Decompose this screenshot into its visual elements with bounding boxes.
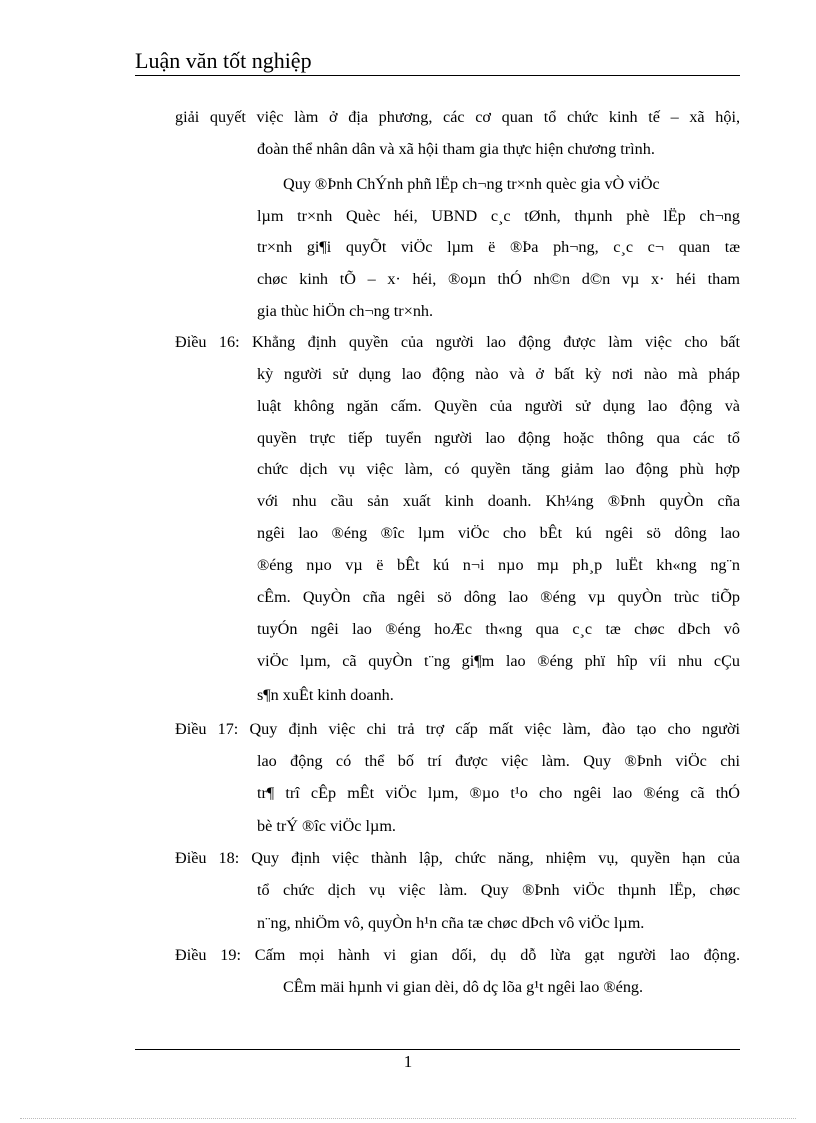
text-line: luật không ngăn cấm. Quyền của người sử dụng lao động và (257, 397, 740, 415)
page-bottom-dotted-border (20, 1118, 796, 1119)
text-line: tuyÓn ngêi lao ®éng hoÆc th«ng qua c¸c tæ chøc dÞch vô (257, 620, 740, 638)
text-line: bè trÝ ®îc viÖc lµm. (257, 817, 396, 835)
page-number: 1 (403, 1052, 413, 1071)
text-line: s¶n xuÊt kinh doanh. (257, 686, 394, 704)
article-18-heading-line: Điều 18: Quy định việc thành lập, chức năng, nhiệm vụ, quyền hạn của (175, 849, 740, 867)
header-rule (135, 75, 740, 76)
text-line: Quy ®Þnh ChÝnh phñ lËp ch¬ng tr×nh quèc gia vÒ viÖc (283, 175, 660, 193)
article-16-heading-line: Điều 16: Khẳng định quyền của người lao động được làm việc cho bất (175, 333, 740, 351)
text-line: viÖc lµm, cã quyÒn t¨ng gi¶m lao ®éng phï hîp víi nhu cÇu (257, 652, 740, 670)
text-line: lao động có thể bố trí được việc làm. Quy ®Þnh viÖc chi (257, 752, 740, 770)
text-line: giải quyết việc làm ở địa phương, các cơ quan tổ chức kinh tế – xã hội, (175, 108, 740, 126)
text-line: kỳ người sử dụng lao động nào và ở bất kỳ nơi nào mà pháp (257, 365, 740, 383)
text-line: ngêi lao ®éng ®îc lµm viÖc cho bÊt kú ngêi sö dông lao (257, 524, 740, 542)
text-line: quyền trực tiếp tuyển người lao động hoặc thông qua các tổ (257, 429, 740, 447)
text-line: tr×nh gi¶i quyÕt viÖc lµm ë ®Þa ph¬ng, c¸c c¬ quan tæ (257, 238, 740, 256)
text-line: chøc kinh tÕ – x· héi, ®oµn thÓ nh©n d©n vµ x· héi tham (257, 270, 740, 288)
text-line: gia thùc hiÖn ch¬ng tr×nh. (257, 302, 434, 320)
text-line: ®éng nµo vµ ë bÊt kú n¬i nµo mµ ph¸p luËt kh«ng ng¨n (257, 556, 740, 574)
text-line: với nhu cầu sản xuất kinh doanh. Kh¼ng ®Þnh quyÒn cña (257, 492, 740, 510)
text-line: tr¶ trî cÊp mÊt viÖc lµm, ®µo t¹o cho ngêi lao ®éng cã thÓ (257, 784, 740, 802)
page-header-title: Luận văn tốt nghiệp (135, 48, 312, 73)
text-line: tổ chức dịch vụ việc làm. Quy ®Þnh viÖc thµnh lËp, chøc (257, 881, 740, 899)
text-line: CÊm mäi hµnh vi gian dèi, dô dç lõa g¹t ngêi lao ®éng. (283, 978, 644, 996)
text-line: lµm tr×nh Quèc héi, UBND c¸c tØnh, thµnh phè lËp ch¬ng (257, 207, 740, 225)
footer-rule (135, 1049, 740, 1050)
text-line: n¨ng, nhiÖm vô, quyÒn h¹n cña tæ chøc dÞch vô viÖc lµm. (257, 914, 645, 932)
text-line: cÊm. QuyÒn cña ngêi sö dông lao ®éng vµ quyÒn trùc tiÕp (257, 588, 740, 606)
article-17-heading-line: Điều 17: Quy định việc chi trả trợ cấp mất việc làm, đào tạo cho người (175, 720, 740, 738)
text-line: đoàn thể nhân dân và xã hội tham gia thực hiện chương trình. (257, 140, 655, 158)
article-19-heading-line: Điều 19: Cấm mọi hành vi gian dối, dụ dỗ lừa gạt người lao động. (175, 946, 740, 964)
text-line: chức dịch vụ việc làm, có quyền tăng giảm lao động phù hợp (257, 460, 740, 478)
